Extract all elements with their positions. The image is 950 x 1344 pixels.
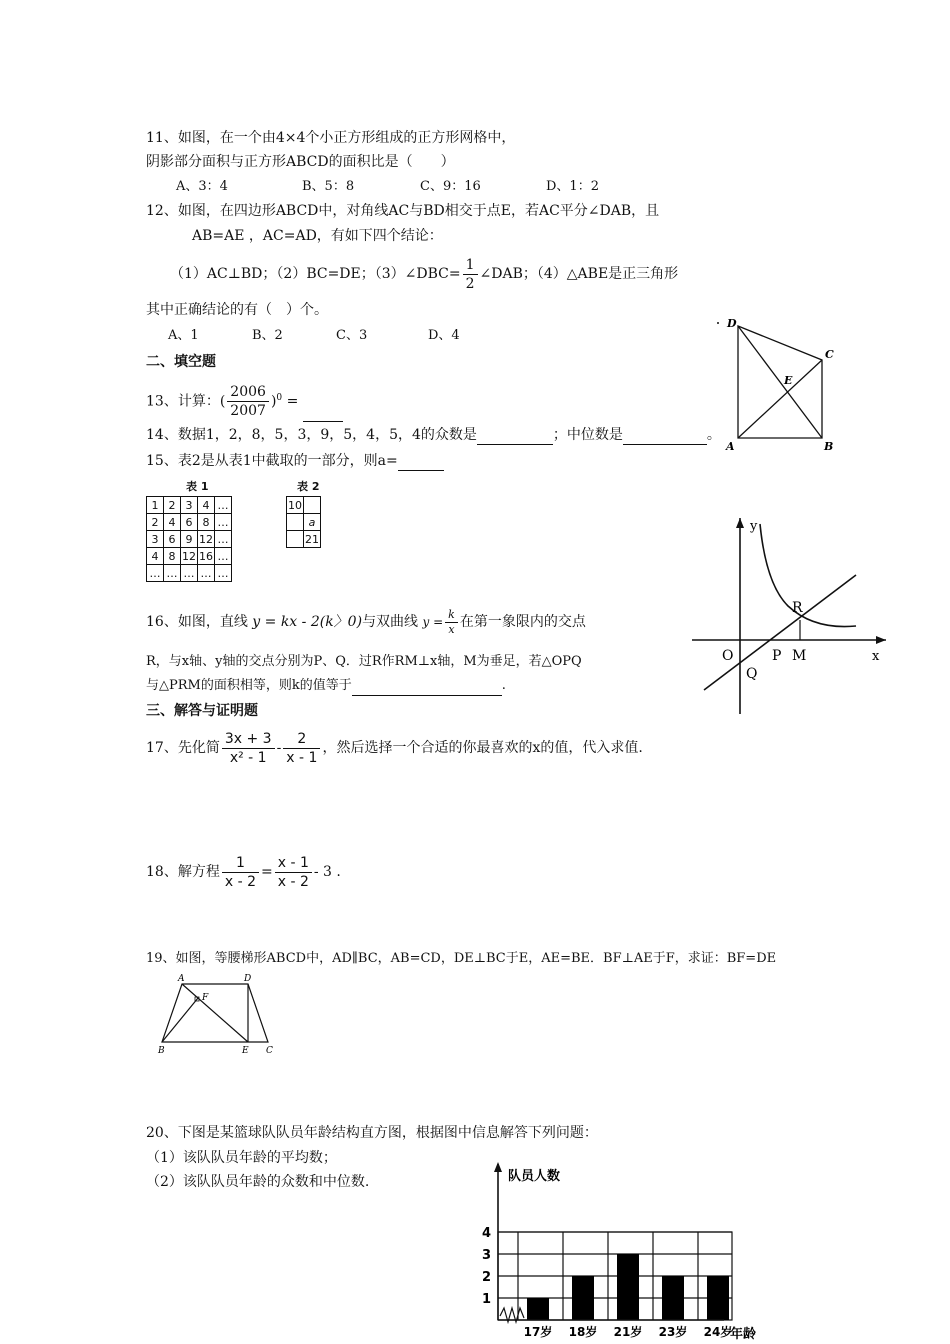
table1-cell: 1 [147, 497, 164, 514]
table2-cell [287, 531, 304, 548]
q12-option-c: C、3 [336, 328, 368, 343]
quad-label-b: B [824, 440, 834, 453]
q14 [146, 425, 721, 445]
q16-eq2-fraction [445, 608, 458, 637]
trap-label-f: F [202, 993, 209, 1003]
q16-p3: 在第一象限内的交点 [459, 614, 586, 630]
q16-line3-end: . [501, 678, 506, 693]
table2-cell [287, 514, 304, 531]
q15-answer-blank[interactable] [398, 456, 444, 471]
q17-minus: - [276, 740, 282, 756]
q16-eq2-den: x [448, 622, 455, 636]
chart-xtick-label: 18岁 [568, 1325, 598, 1339]
q12-conclusions-part1: （1）AC⊥BD；（2）BC=DE；（3）∠DBC= [170, 266, 461, 282]
table1-cell: 6 [164, 531, 181, 548]
q18-fraction2 [275, 854, 312, 891]
chart-y-axis-arrow [494, 1162, 502, 1172]
q12-line1: 12、如图，在四边形ABCD中，对角线AC与BD相交于点E，若AC平分∠DAB，且 [146, 203, 660, 219]
table1-cell: 12 [182, 549, 196, 563]
q20-line3: （2）该队队员年龄的众数和中位数. [146, 1174, 370, 1190]
table2-cell: 21 [305, 532, 319, 546]
table1-cell: … [215, 531, 232, 548]
quadrilateral-figure [714, 314, 844, 454]
q17-fraction1-num: 3x + 3 [222, 730, 275, 749]
trapezoid-figure [156, 972, 280, 1056]
table1-cell: 16 [199, 549, 213, 563]
q18-fraction2-num: x - 1 [275, 854, 312, 873]
quad-label-e: E [784, 374, 793, 387]
q14-text3: 。 [706, 427, 721, 443]
q12-fraction-num: 1 [463, 256, 478, 275]
q17-prefix: 17、先化简 [146, 740, 220, 756]
chart-ytick-label: 4 [482, 1226, 492, 1241]
trap-label-a: A [178, 974, 185, 984]
quad-label-c: C [825, 348, 834, 361]
q13-prefix: 13、计算： [146, 393, 220, 410]
table1-cell: 3 [181, 497, 198, 514]
hyperbola-label-x: x [872, 649, 880, 664]
table1-cell: … [215, 514, 232, 531]
q13-fraction [227, 383, 269, 420]
table2-cell: a [304, 514, 321, 531]
q12-line4: 其中正确结论的有（ ）个。 [146, 302, 328, 318]
table1-cell: 2 [164, 497, 181, 514]
q16-eq2-num: k [445, 608, 458, 623]
q11-option-b: B、5：8 [302, 179, 355, 194]
hyperbola-label-p: P [772, 648, 782, 664]
table1-cell: … [215, 548, 232, 565]
section-3-title: 三、解答与证明题 [146, 703, 258, 719]
section-2-title: 二、填空题 [146, 354, 216, 370]
q12-fraction [463, 256, 478, 293]
q18-prefix: 18、解方程 [146, 864, 220, 880]
chart-xtick-label: 23岁 [658, 1325, 688, 1339]
q11-option-d: D、1：2 [546, 179, 599, 194]
trap-label-c: C [266, 1046, 273, 1056]
hyperbola-label-m: M [792, 648, 807, 664]
q18-fraction2-den: x - 2 [277, 873, 309, 890]
table1-cell: 2 [147, 514, 164, 531]
chart-bar [617, 1254, 639, 1320]
table1-cell: 3 [147, 531, 164, 548]
q17-fraction2-den: x - 1 [286, 749, 318, 766]
table1-cell: … [215, 497, 232, 514]
q18-fraction1-num: 1 [222, 854, 259, 873]
table1-cell: 4 [198, 497, 215, 514]
q18-fraction1-den: x - 2 [224, 873, 256, 890]
q12-line2: AB=AE ，AC=AD，有如下四个结论： [192, 228, 443, 244]
hyperbola-label-q: Q [746, 666, 758, 682]
table1-cell: 6 [181, 514, 198, 531]
table1-cell: 8 [198, 514, 215, 531]
q15-text: 15、表2是从表1中截取的一部分，则a= [146, 453, 398, 469]
table1-caption: 表 1 [186, 480, 209, 493]
table1-cell: 12 [199, 532, 213, 546]
q18 [146, 850, 341, 894]
chart-bars [527, 1254, 729, 1320]
q11-line2: 阴影部分面积与正方形ABCD的面积比是（ ） [146, 154, 455, 170]
age-histogram-chart [474, 1160, 774, 1344]
hyperbola-label-r: R [792, 600, 803, 616]
hyperbola-label-y: y [750, 519, 758, 534]
table1-cell: … [147, 565, 164, 582]
chart-bar [707, 1276, 729, 1320]
table2 [286, 496, 321, 548]
q14-text2: ；中位数是 [552, 427, 623, 443]
q16-answer-blank[interactable] [352, 681, 502, 696]
q20-line1: 20、下图是某篮球队队员年龄结构直方图，根据图中信息解答下列问题： [146, 1125, 598, 1141]
chart-xlabel: 年龄 [730, 1327, 757, 1342]
table1-cell: 4 [164, 514, 181, 531]
q18-equals: = [260, 864, 273, 880]
q13-equals: = [286, 393, 299, 410]
chart-bar [662, 1276, 684, 1320]
table1-cell: 8 [164, 548, 181, 565]
q13-answer-blank[interactable] [303, 407, 343, 422]
table2-cell [304, 497, 321, 514]
table2-cell: 10 [288, 498, 302, 512]
q14-median-blank[interactable] [623, 430, 707, 445]
table1-cell: … [215, 565, 232, 582]
chart-ytick-label: 2 [482, 1270, 492, 1285]
table1-cell: … [164, 565, 181, 582]
q16-eq2-lhs: y = [422, 615, 444, 629]
chart-xtick-label: 24岁 [703, 1325, 733, 1339]
q17-fraction1 [222, 730, 275, 767]
q12-option-d: D、4 [428, 328, 460, 343]
q13-fraction-den: 2007 [230, 403, 266, 420]
q17-fraction1-den: x² - 1 [229, 749, 267, 766]
table1 [146, 496, 232, 582]
table1-cell: 4 [147, 548, 164, 565]
q13-exponent: 0 [276, 393, 283, 403]
q16-p2: 与双曲线 [362, 614, 419, 630]
trap-label-e: E [242, 1046, 249, 1056]
chart-yticks [482, 1226, 491, 1307]
chart-bar [572, 1276, 594, 1320]
chart-xticks [524, 1324, 733, 1339]
chart-ytick-label: 3 [482, 1248, 492, 1263]
hyperbola-figure [690, 514, 890, 716]
q13-fraction-num: 2006 [227, 383, 269, 402]
table2-caption: 表 2 [297, 480, 320, 493]
chart-bar [527, 1298, 549, 1320]
trap-label-d: D [244, 974, 252, 984]
hyperbola-label-o: O [722, 648, 734, 664]
q12-option-b: B、2 [252, 328, 283, 343]
q16-line3-text: 与△PRM的面积相等，则k的值等于 [146, 678, 352, 693]
quad-label-d: D [727, 317, 737, 330]
q16-p1: 16、如图，直线 [146, 614, 248, 630]
q11-option-c: C、9：16 [420, 179, 481, 194]
q16-line3 [146, 676, 506, 696]
table1-cell: 9 [181, 531, 198, 548]
trap-label-b: B [158, 1046, 165, 1056]
q12-option-a: A、1 [168, 328, 199, 343]
q18-fraction1 [222, 854, 259, 891]
q11-line1: 11、如图，在一个由4×4个小正方形组成的正方形网格中， [146, 130, 516, 146]
q15 [146, 451, 444, 471]
q18-suffix: - 3 . [313, 864, 341, 880]
q14-text1: 14、数据1，2，8，5，3，9，5，4，5，4的众数是 [146, 427, 477, 443]
q12-fraction-den: 2 [465, 275, 475, 292]
table1-cell: … [198, 565, 215, 582]
q12-conclusions [170, 252, 678, 296]
q17-fraction2 [283, 730, 320, 767]
q12-conclusions-part2: ∠DAB；（4）△ABE是正三角形 [479, 266, 679, 282]
quad-label-a: A [726, 440, 735, 453]
table1-cell: … [181, 565, 198, 582]
q16-line2: R，与x轴、y轴的交点分别为P、Q．过R作RM⊥x轴，M为垂足，若△OPQ [146, 654, 582, 669]
q11-option-a: A、3：4 [176, 179, 228, 194]
q16-eq1: y = kx - 2(k〉0) [252, 614, 363, 630]
chart-xtick-label: 17岁 [523, 1325, 553, 1339]
q19-text: 19、如图，等腰梯形ABCD中，AD∥BC，AB=CD，DE⊥BC于E，AE=BE．BF⊥AE于F，求证：BF=DE [146, 951, 777, 966]
q20-line2: （1）该队队员年龄的平均数； [146, 1150, 337, 1166]
q17-suffix: ，然后选择一个合适的你最喜欢的x的值，代入求值. [322, 740, 643, 756]
q17 [146, 726, 643, 770]
q14-mode-blank[interactable] [477, 430, 553, 445]
q17-fraction2-num: 2 [283, 730, 320, 749]
q16-line1 [146, 604, 586, 640]
chart-ylabel: 队员人数 [508, 1169, 561, 1184]
q13: 13、计算：( $\frac{2006}{2007}$ )$^0$ = [146, 378, 343, 422]
chart-xtick-label: 21岁 [613, 1325, 643, 1339]
chart-ytick-label: 1 [482, 1292, 492, 1307]
